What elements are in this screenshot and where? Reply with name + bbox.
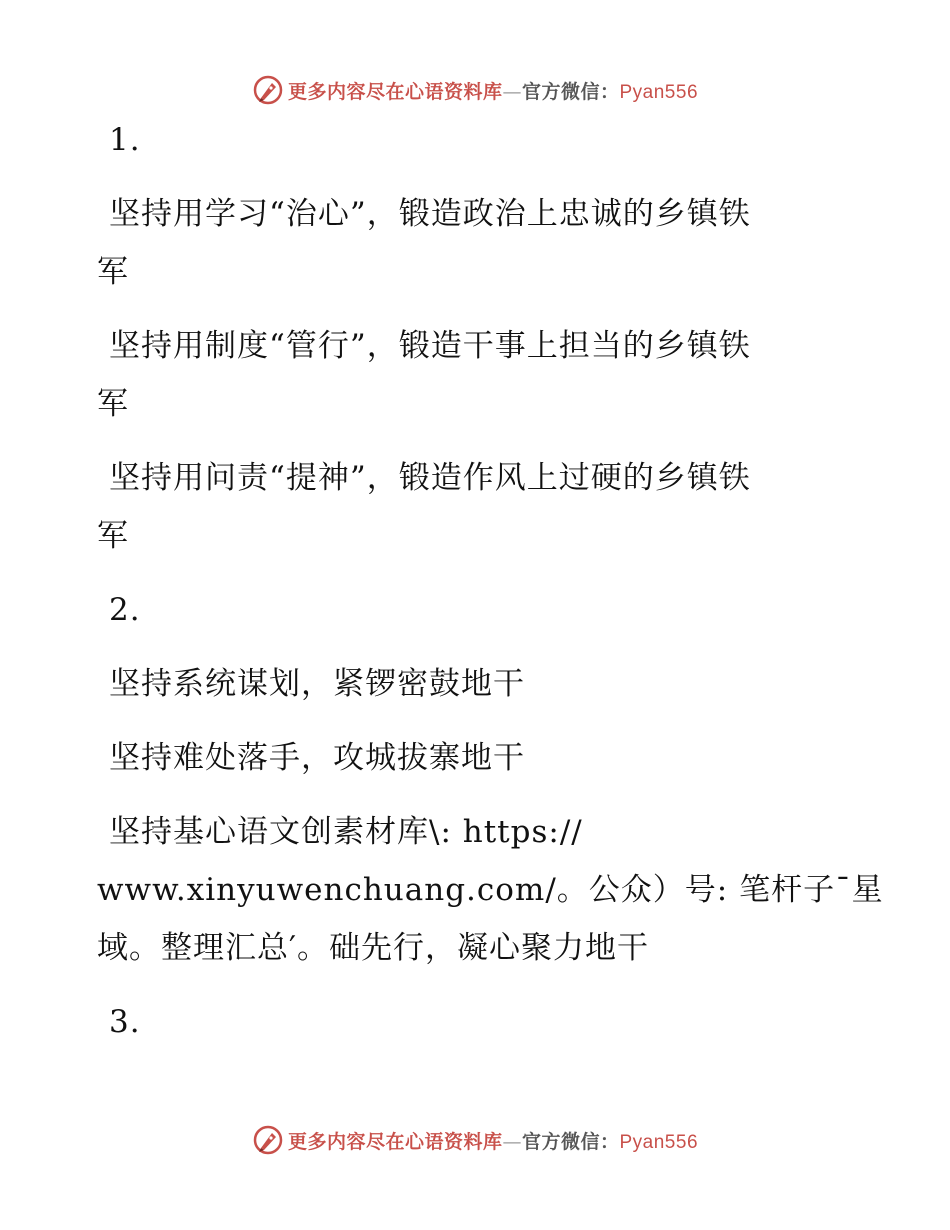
document-body bbox=[97, 118, 884, 1074]
footer-banner-text bbox=[288, 1127, 698, 1154]
paragraph-line: 坚持用问责“提神”，锻造作风上过硬的乡镇铁 bbox=[109, 460, 751, 496]
banner-separator: — bbox=[502, 1130, 522, 1153]
section-number: 3. bbox=[109, 1004, 141, 1040]
header-banner-text bbox=[288, 77, 698, 104]
footer-banner bbox=[0, 1120, 950, 1160]
paragraph bbox=[97, 192, 857, 294]
pen-nib-logo-icon bbox=[252, 74, 284, 106]
paragraph-line: 军 bbox=[97, 386, 129, 422]
paragraph bbox=[97, 324, 857, 426]
pen-nib-logo-icon bbox=[252, 1124, 284, 1156]
banner-library-text: 更多内容尽在心语资料库 bbox=[287, 1130, 503, 1153]
paragraph-line: 坚持用制度“管行”，锻造干事上担当的乡镇铁 bbox=[109, 328, 751, 364]
paragraph-line: 坚持难处落手，攻城拔寨地干 bbox=[109, 740, 525, 776]
paragraph bbox=[97, 736, 857, 780]
banner-official-label: 官方微信： bbox=[521, 80, 620, 103]
paragraph-line: 军 bbox=[97, 254, 129, 290]
paragraph bbox=[97, 810, 884, 970]
paragraph-line: 坚持基心语文创素材库\: https:// bbox=[109, 814, 583, 850]
paragraph-line: www.xinyuwenchuang.com/。公众）号: 笔杆子¯星 bbox=[97, 872, 884, 908]
banner-library-text: 更多内容尽在心语资料库 bbox=[287, 80, 503, 103]
paragraph bbox=[97, 662, 857, 706]
banner-wechat-id: Pyan556 bbox=[619, 81, 699, 103]
section-number: 2. bbox=[109, 592, 141, 628]
paragraph bbox=[97, 456, 857, 558]
banner-official-label: 官方微信： bbox=[521, 1130, 620, 1153]
paragraph-line: 坚持系统谋划，紧锣密鼓地干 bbox=[109, 666, 525, 702]
paragraph-line: 军 bbox=[97, 518, 129, 554]
paragraph-line: 坚持用学习“治心”，锻造政治上忠诚的乡镇铁 bbox=[109, 196, 751, 232]
paragraph-line: 域。整理汇总′。础先行，凝心聚力地干 bbox=[97, 930, 650, 966]
section-number: 1. bbox=[109, 122, 141, 158]
banner-wechat-id: Pyan556 bbox=[619, 1131, 699, 1153]
header-banner bbox=[0, 70, 950, 110]
banner-separator: — bbox=[502, 80, 522, 103]
